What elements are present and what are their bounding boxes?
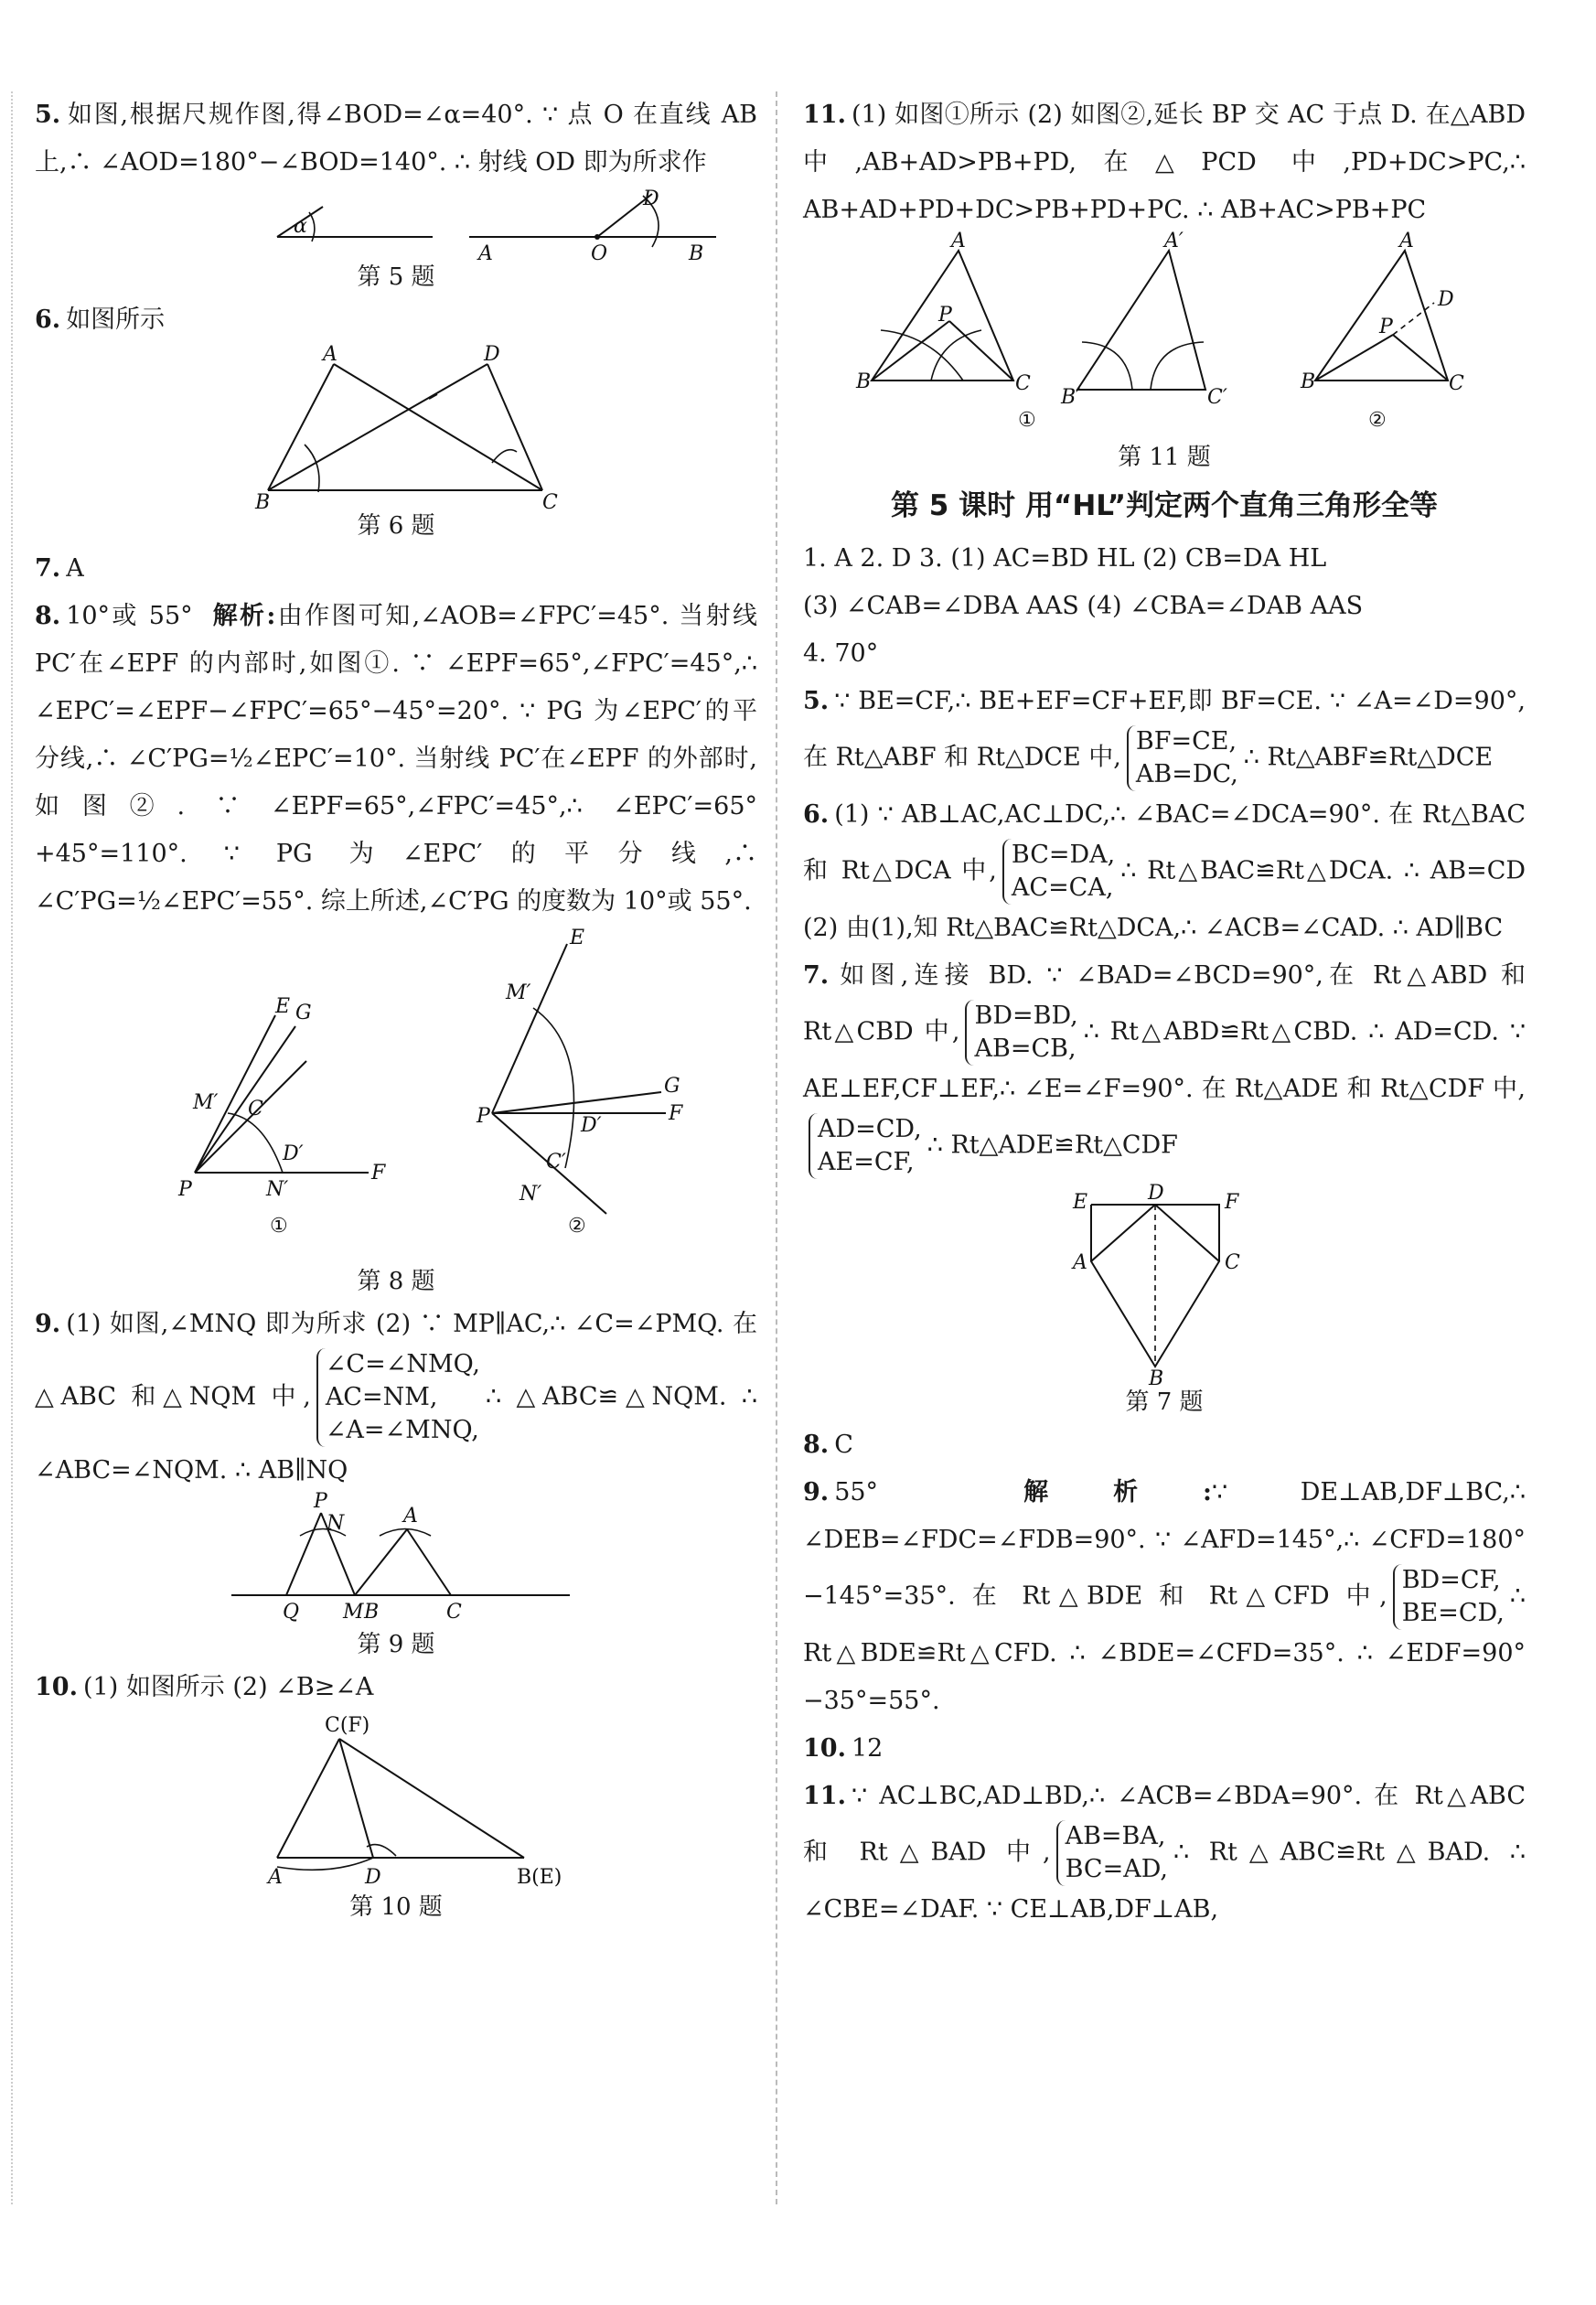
svg-text:C: C bbox=[1015, 372, 1031, 395]
svg-text:B: B bbox=[856, 370, 872, 393]
svg-text:P: P bbox=[314, 1490, 327, 1513]
svg-text:N′: N′ bbox=[520, 1183, 542, 1206]
r-q10-text: 10. 12 bbox=[803, 1734, 884, 1763]
q9-system: ∠C=∠NMQ, AC=NM, ∠A=∠MNQ, bbox=[316, 1348, 480, 1447]
fig-q8-svg bbox=[67, 926, 725, 1264]
r-q9-system: BD=CF, BE=CD, bbox=[1393, 1564, 1505, 1630]
svg-text:F: F bbox=[669, 1102, 683, 1125]
svg-text:A: A bbox=[268, 1866, 283, 1889]
svg-text:D: D bbox=[484, 343, 500, 366]
caption-q5: 第 5 题 bbox=[357, 263, 435, 291]
r-q11-system: AB=BA, BC=AD, bbox=[1056, 1820, 1168, 1886]
section-title: 第 5 课时 用“HL”判定两个直角三角形全等 bbox=[891, 489, 1438, 522]
svg-text:B: B bbox=[255, 491, 271, 514]
svg-text:O: O bbox=[591, 242, 608, 265]
svg-text:C: C bbox=[542, 491, 558, 514]
svg-text:E: E bbox=[275, 995, 291, 1018]
fig-r-q7-svg bbox=[908, 1179, 1420, 1390]
svg-text:A: A bbox=[478, 242, 493, 265]
r-q7-system-1: BD=BD, AB=CB, bbox=[965, 1000, 1077, 1066]
svg-text:N: N bbox=[327, 1512, 345, 1535]
svg-text:B: B bbox=[364, 1601, 380, 1624]
svg-text:C: C bbox=[1449, 372, 1464, 395]
r-q6-text: 6. (1) ∵ AB⊥AC,AC⊥DC,∴ ∠BAC=∠DCA=90°. 在 Rt△BAC 和 Rt△DCA 中, BC=DA, AC=CA, ∴ Rt△BAC≌Rt△DCA. ∴ AB=CD (2) 由(1),知 Rt△BAC≌Rt△DCA,∴ ∠ACB=∠CAD. ∴ AD∥BC bbox=[803, 800, 1526, 942]
svg-text:②: ② bbox=[568, 1215, 586, 1238]
svg-text:A: A bbox=[1399, 230, 1414, 252]
svg-text:C′: C′ bbox=[248, 1098, 268, 1120]
svg-text:D: D bbox=[365, 1866, 381, 1889]
caption-r-q11: 第 11 题 bbox=[1118, 444, 1211, 471]
svg-text:C(F): C(F) bbox=[325, 1714, 370, 1737]
page-edge-dots bbox=[11, 91, 13, 2204]
svg-text:Q: Q bbox=[283, 1601, 300, 1624]
q9-text: 9. (1) 如图,∠MNQ 即为所求 (2) ∵ MP∥AC,∴ ∠C=∠PMQ. 在△ABC 和△NQM 中, ∠C=∠NMQ, AC=NM, ∠A=∠MNQ, ∴ △ABC≌△NQM. ∴ ∠ABC=∠NQM. ∴ AB∥NQ bbox=[35, 1310, 757, 1485]
caption-q10: 第 10 题 bbox=[349, 1893, 443, 1921]
r-q6-system: BC=DA, AC=CA, bbox=[1002, 839, 1115, 905]
q8-text: 8. 10°或 55° 解析:由作图可知,∠AOB=∠FPC′=45°. 当射线 PC′在∠EPF 的内部时,如图①. ∵ ∠EPF=65°,∠FPC′=45°,∴ ∠EPC′=∠EPF−∠FPC′=65°−45°=20°. ∵ PG 为∠EPC′的平分线,∴ ∠C′PG=½∠EPC′=10°. 当射线 PC′在∠EPF 的外部时,如图②. ∵ ∠EPF=65°,∠FPC′=45°,∴ ∠EPC′=65°+45°=110°. ∵ PG 为∠EPC′的平分线,∴ ∠C′PG=½∠EPC′=55°. 综上所述,∠C′PG 的度数为 10°或 55°. bbox=[35, 602, 758, 916]
r-q7-system-2: AD=CD, AE=CF, bbox=[809, 1113, 922, 1179]
fig-q5 bbox=[35, 187, 757, 265]
caption-q8: 第 8 题 bbox=[357, 1268, 435, 1295]
svg-text:B: B bbox=[689, 242, 704, 265]
svg-text:F: F bbox=[371, 1162, 386, 1185]
svg-text:D: D bbox=[643, 188, 659, 210]
r-q5-text: 5. ∵ BE=CF,∴ BE+EF=CF+EF,即 BF=CE. ∵ ∠A=∠D=90°,在 Rt△ABF 和 Rt△DCE 中, BF=CE, AB=DC, ∴ Rt△ABF≌Rt△DCE bbox=[803, 678, 1526, 791]
svg-text:P: P bbox=[1379, 316, 1393, 338]
fig-q6-svg bbox=[140, 343, 652, 514]
svg-text:①: ① bbox=[1018, 409, 1036, 432]
column-divider bbox=[776, 91, 777, 2204]
caption-r-q7: 第 7 题 bbox=[1125, 1388, 1204, 1416]
svg-text:C: C bbox=[446, 1601, 462, 1624]
fig-q6 bbox=[35, 343, 757, 514]
q10-text: 10. (1) 如图所示 (2) ∠B≥∠A bbox=[35, 1673, 374, 1701]
r-q3-cont: (3) ∠CAB=∠DBA AAS (4) ∠CBA=∠DAB AAS bbox=[803, 592, 1364, 620]
fig-r-q11 bbox=[803, 230, 1526, 440]
svg-text:A: A bbox=[1073, 1251, 1087, 1274]
svg-text:①: ① bbox=[270, 1215, 288, 1238]
svg-text:G: G bbox=[295, 1002, 312, 1024]
q6-text: 6. 如图所示 bbox=[35, 306, 166, 334]
svg-text:②: ② bbox=[1368, 409, 1387, 432]
svg-text:B′: B′ bbox=[1061, 386, 1081, 409]
svg-text:D: D bbox=[1148, 1182, 1164, 1205]
fig-r-q7 bbox=[803, 1179, 1526, 1390]
r-q1-3: 1. A 2. D 3. (1) AC=BD HL (2) CB=DA HL bbox=[803, 544, 1327, 573]
fig-q8 bbox=[35, 926, 757, 1264]
alpha-label: α bbox=[294, 215, 307, 238]
svg-text:P: P bbox=[178, 1178, 192, 1201]
svg-text:M: M bbox=[343, 1601, 364, 1624]
svg-text:N′: N′ bbox=[266, 1178, 289, 1201]
left-column bbox=[35, 91, 757, 1926]
q7-text: 7. A bbox=[35, 554, 84, 583]
caption-q6: 第 6 题 bbox=[357, 512, 435, 540]
svg-text:C′: C′ bbox=[1207, 386, 1227, 409]
svg-text:E: E bbox=[570, 927, 585, 949]
fig-q9-svg bbox=[140, 1490, 652, 1627]
r-q8-text: 8. C bbox=[803, 1431, 853, 1459]
svg-text:D′: D′ bbox=[283, 1142, 304, 1165]
fig-q5-svg bbox=[140, 187, 704, 265]
svg-text:E: E bbox=[1073, 1191, 1088, 1214]
fig-q10 bbox=[35, 1711, 757, 1890]
svg-text:B: B bbox=[1301, 370, 1316, 393]
svg-text:B(E): B(E) bbox=[517, 1866, 562, 1889]
svg-text:C′: C′ bbox=[546, 1151, 566, 1174]
svg-text:D: D bbox=[1438, 288, 1454, 311]
r-q7-text: 7. 如图,连接 BD. ∵ ∠BAD=∠BCD=90°,在 Rt△ABD 和 Rt△CBD 中, BD=BD, AB=CB, ∴ Rt△ABD≌Rt△CBD. ∴ AD=CD. ∵ AE⊥EF,CF⊥EF,∴ ∠E=∠F=90°. 在 Rt△ADE 和 Rt△CDF 中, AD=CD, AE=CF, ∴ Rt△ADE≌Rt△CDF bbox=[803, 952, 1526, 1179]
svg-text:P: P bbox=[477, 1105, 490, 1128]
svg-text:M′: M′ bbox=[193, 1091, 219, 1114]
svg-text:B: B bbox=[1149, 1367, 1164, 1390]
svg-text:C: C bbox=[1225, 1251, 1240, 1274]
r-q4: 4. 70° bbox=[803, 639, 879, 668]
svg-text:A′: A′ bbox=[1164, 230, 1184, 252]
fig-q9 bbox=[35, 1490, 757, 1627]
r-q11a-text: 11. (1) 如图①所示 (2) 如图②,延长 BP 交 AC 于点 D. 在△ABD 中,AB+AD>PB+PD,在△PCD 中,PD+DC>PC,∴ AB+AD+PD+DC>PB+PD+PC. ∴ AB+AC>PB+PC bbox=[803, 101, 1526, 224]
svg-text:P: P bbox=[938, 304, 952, 327]
caption-q9: 第 9 题 bbox=[357, 1631, 435, 1658]
svg-text:G: G bbox=[664, 1075, 680, 1098]
svg-text:M′: M′ bbox=[506, 981, 531, 1004]
fig-r-q11-svg bbox=[803, 230, 1526, 440]
svg-text:A: A bbox=[323, 343, 337, 366]
svg-text:D′: D′ bbox=[581, 1114, 602, 1137]
r-q11-text: 11. ∵ AC⊥BC,AD⊥BD,∴ ∠ACB=∠BDA=90°. 在 Rt△ABC 和 Rt△BAD 中, AB=BA, BC=AD, ∴ Rt△ABC≌Rt△BAD. ∴ ∠CBE=∠DAF. ∵ CE⊥AB,DF⊥AB, bbox=[803, 1782, 1526, 1924]
svg-text:A: A bbox=[403, 1505, 418, 1528]
right-column bbox=[803, 91, 1526, 1934]
fig-q10-svg bbox=[140, 1711, 652, 1890]
svg-text:F: F bbox=[1225, 1191, 1239, 1214]
r-q5-system: BF=CE, AB=DC, bbox=[1127, 725, 1238, 791]
r-q9-text: 9. 55° 解析:∵ DE⊥AB,DF⊥BC,∴ ∠DEB=∠FDC=∠FDB=90°. ∵ ∠AFD=145°,∴ ∠CFD=180°−145°=35°. 在 Rt△BDE 和 Rt△CFD 中, BD=CF, BE=CD, ∴ Rt△BDE≌Rt△CFD. ∴ ∠BDE=∠CFD=35°. ∴ ∠EDF=90°−35°=55°. bbox=[803, 1478, 1526, 1715]
svg-text:A: A bbox=[951, 230, 966, 252]
q5-text: 5. 如图,根据尺规作图,得∠BOD=∠α=40°. ∵ 点 O 在直线 AB 上,∴ ∠AOD=180°−∠BOD=140°. ∴ 射线 OD 即为所求作 bbox=[35, 101, 757, 177]
